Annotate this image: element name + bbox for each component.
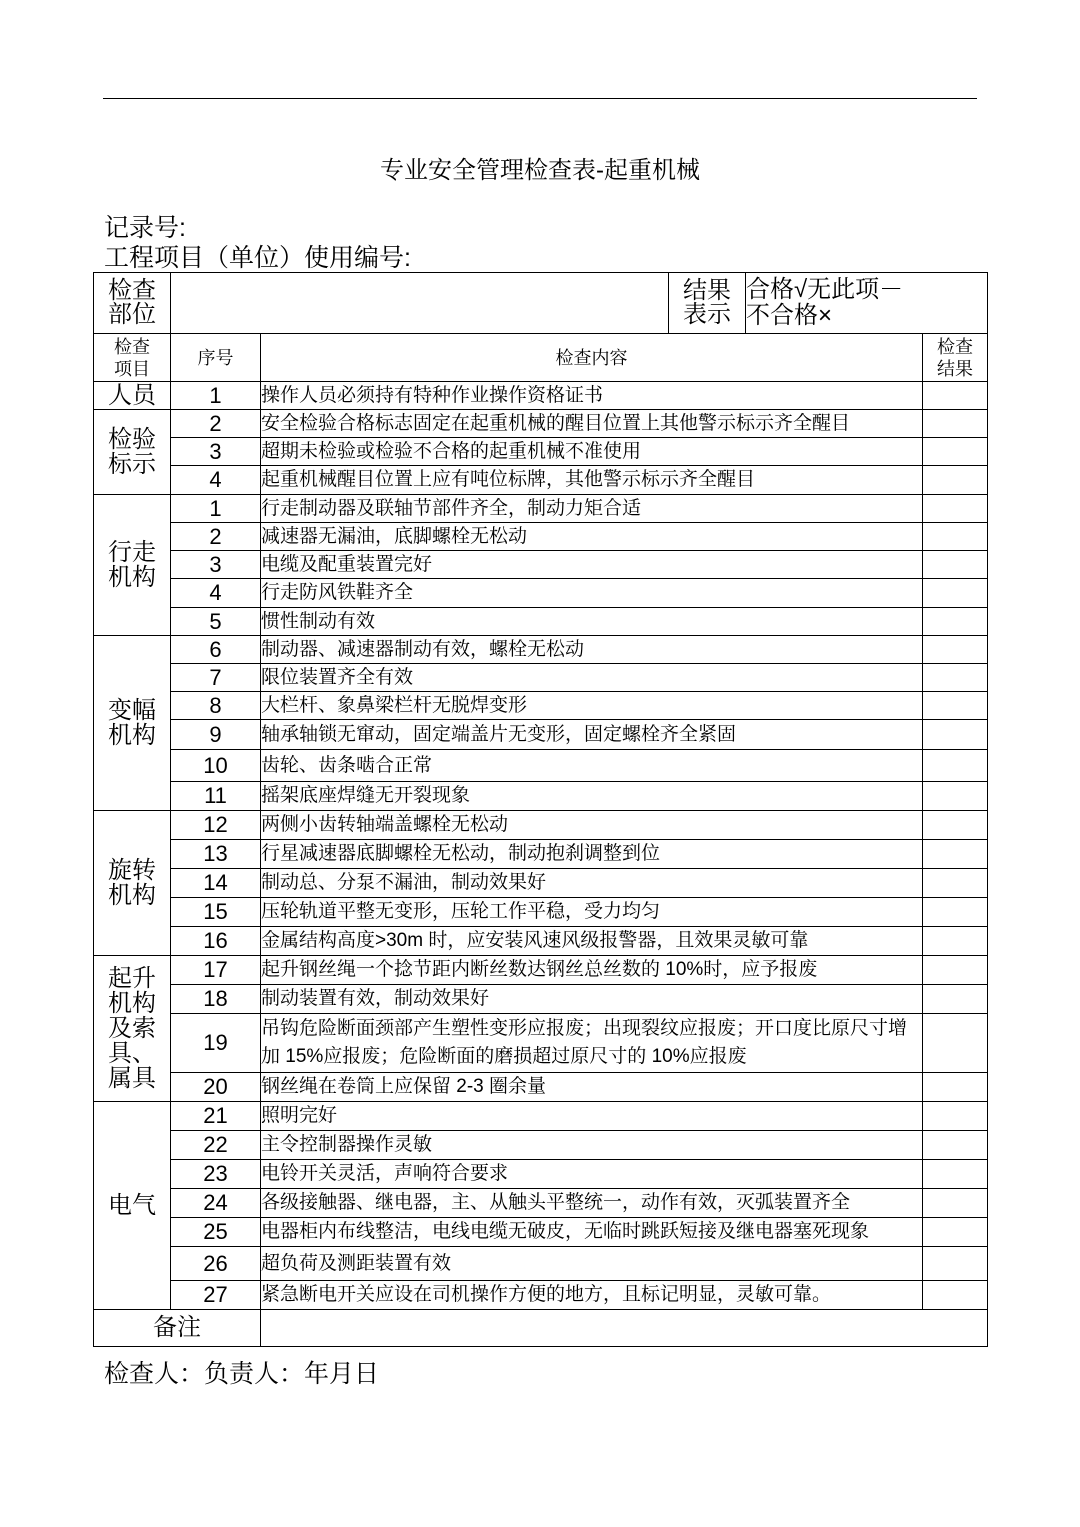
item-number: 3: [171, 438, 261, 466]
checklist-row: [94, 750, 988, 782]
group-cell: [94, 811, 171, 956]
item-result-cell: [923, 985, 988, 1014]
item-result-cell: [923, 869, 988, 898]
item-result-cell: [923, 523, 988, 551]
item-result-cell: [923, 495, 988, 523]
group-cell: [94, 956, 171, 1102]
item-number: 26: [171, 1247, 261, 1281]
checklist-row: [94, 692, 988, 720]
item-result-cell: [923, 927, 988, 956]
checklist-row: [94, 495, 988, 523]
checklist-row: [94, 579, 988, 608]
checklist-row: [94, 1247, 988, 1281]
signature-line: 检查人：负责人：年月日: [104, 1360, 380, 1388]
item-number: 7: [171, 664, 261, 692]
checklist-row: [94, 382, 988, 410]
item-result-cell: [923, 692, 988, 720]
item-number: 20: [171, 1073, 261, 1102]
item-content: 行星减速器底脚螺栓无松动，制动抱刹调整到位: [261, 840, 923, 869]
group-inspection-marks-label: 检验标示: [108, 426, 156, 478]
item-content: 超负荷及测距装置有效: [261, 1247, 923, 1281]
legend-line-1: 合格√无此项－: [746, 276, 904, 303]
item-content: 惯性制动有效: [261, 608, 923, 636]
checklist-row: [94, 664, 988, 692]
item-result-cell: [923, 811, 988, 840]
item-number: 23: [171, 1160, 261, 1189]
item-content: 安全检验合格标志固定在起重机械的醒目位置上其他警示标示齐全醒目: [261, 410, 923, 438]
item-result-cell: [923, 608, 988, 636]
item-content: 压轮轨道平整无变形，压轮工作平稳，受力均匀: [261, 898, 923, 927]
legend-value-cell: [746, 273, 988, 334]
checklist-row: [94, 551, 988, 579]
remarks-label: 备注: [94, 1310, 261, 1347]
checklist-row: [94, 1218, 988, 1247]
checklist-row: [94, 1102, 988, 1131]
legend-label: 结果表示: [683, 277, 731, 328]
item-number: 22: [171, 1131, 261, 1160]
item-number: 2: [171, 410, 261, 438]
item-content: 电缆及配重装置完好: [261, 551, 923, 579]
part-label-cell: [94, 273, 171, 334]
checklist-row: [94, 1160, 988, 1189]
item-number: 17: [171, 956, 261, 985]
item-result-cell: [923, 1247, 988, 1281]
item-content: 电器柜内布线整洁，电线电缆无破皮，无临时跳跃短接及继电器塞死现象: [261, 1218, 923, 1247]
item-result-cell: [923, 1014, 988, 1073]
checklist-row: [94, 1014, 988, 1073]
record-number-label: 记录号:: [104, 214, 186, 242]
group-cell: [94, 636, 171, 811]
item-content: 大栏杆、象鼻梁栏杆无脱焊变形: [261, 692, 923, 720]
item-number: 6: [171, 636, 261, 664]
item-content: 摇架底座焊缝无开裂现象: [261, 782, 923, 811]
item-result-cell: [923, 664, 988, 692]
checklist-row: [94, 869, 988, 898]
item-number: 10: [171, 750, 261, 782]
col-no-header: 序号: [171, 334, 261, 382]
item-number: 8: [171, 692, 261, 720]
part-label: 检查部位: [108, 277, 156, 328]
item-content: 起重机械醒目位置上应有吨位标牌，其他警示标示齐全醒目: [261, 466, 923, 495]
item-content: 两侧小齿转轴端盖螺栓无松动: [261, 811, 923, 840]
project-number-label: 工程项目（单位）使用编号:: [104, 244, 411, 272]
item-content: 各级接触器、继电器，主、从触头平整统一，动作有效，灭弧装置齐全: [261, 1189, 923, 1218]
checklist-row: [94, 438, 988, 466]
item-number: 4: [171, 466, 261, 495]
item-content: 制动总、分泵不漏油，制动效果好: [261, 869, 923, 898]
checklist-row: [94, 782, 988, 811]
item-result-cell: [923, 438, 988, 466]
item-result-cell: [923, 1189, 988, 1218]
item-result-cell: [923, 750, 988, 782]
checklist-row: [94, 840, 988, 869]
remarks-value-cell: [261, 1310, 988, 1347]
item-content: 超期未检验或检验不合格的起重机械不准使用: [261, 438, 923, 466]
item-content: 操作人员必须持有特种作业操作资格证书: [261, 382, 923, 410]
checklist-row: [94, 1131, 988, 1160]
checklist-row: [94, 1281, 988, 1310]
item-result-cell: [923, 1160, 988, 1189]
item-content: 电铃开关灵活，声响符合要求: [261, 1160, 923, 1189]
item-result-cell: [923, 720, 988, 750]
item-content: 限位装置齐全有效: [261, 664, 923, 692]
item-content: 制动装置有效，制动效果好: [261, 985, 923, 1014]
group-hoisting-mechanism-label: 起升机构及索具、属具: [108, 965, 156, 1092]
item-result-cell: [923, 382, 988, 410]
item-number: 3: [171, 551, 261, 579]
item-number: 9: [171, 720, 261, 750]
group-cell: [94, 495, 171, 636]
group-luffing-mechanism-label: 变幅机构: [108, 697, 156, 749]
item-content: 紧急断电开关应设在司机操作方便的地方，且标记明显，灵敏可靠。: [261, 1281, 923, 1310]
group-cell: [94, 382, 171, 410]
col-result-cell: [923, 334, 988, 382]
col-result-header: 检查结果: [937, 336, 973, 379]
top-rule: [103, 98, 977, 99]
item-result-cell: [923, 579, 988, 608]
item-result-cell: [923, 1131, 988, 1160]
header-row-columns: [94, 334, 988, 382]
item-content: 主令控制器操作灵敏: [261, 1131, 923, 1160]
checklist-row: [94, 927, 988, 956]
item-number: 15: [171, 898, 261, 927]
checklist-row: [94, 1073, 988, 1102]
group-electrical-label: 电气: [108, 1192, 156, 1219]
item-content: 行走防风铁鞋齐全: [261, 579, 923, 608]
item-number: 25: [171, 1218, 261, 1247]
item-number: 5: [171, 608, 261, 636]
legend-label-cell: [669, 273, 746, 334]
item-content: 起升钢丝绳一个捻节距内断丝数达钢丝总丝数的 10%时，应予报废: [261, 956, 923, 985]
item-number: 12: [171, 811, 261, 840]
item-number: 18: [171, 985, 261, 1014]
group-cell: [94, 410, 171, 495]
group-cell: [94, 1102, 171, 1310]
item-result-cell: [923, 840, 988, 869]
item-number: 19: [171, 1014, 261, 1073]
group-travel-mechanism-label: 行走机构: [108, 539, 156, 591]
item-result-cell: [923, 551, 988, 579]
checklist-row: [94, 720, 988, 750]
checklist-row: [94, 466, 988, 495]
group-slewing-mechanism-label: 旋转机构: [108, 857, 156, 909]
item-number: 27: [171, 1281, 261, 1310]
group-personnel-label: 人员: [108, 382, 156, 409]
item-result-cell: [923, 898, 988, 927]
item-result-cell: [923, 466, 988, 495]
item-result-cell: [923, 1102, 988, 1131]
item-number: 14: [171, 869, 261, 898]
page-title: 专业安全管理检查表-起重机械: [380, 157, 700, 184]
remarks-row: [94, 1310, 988, 1347]
item-content: 制动器、减速器制动有效，螺栓无松动: [261, 636, 923, 664]
col-item-cell: [94, 334, 171, 382]
item-content: 行走制动器及联轴节部件齐全，制动力矩合适: [261, 495, 923, 523]
checklist-row: [94, 636, 988, 664]
col-item-header: 检查项目: [113, 336, 150, 379]
part-value-cell: [171, 273, 669, 334]
checklist-row: [94, 410, 988, 438]
item-result-cell: [923, 1218, 988, 1247]
checklist-row: [94, 985, 988, 1014]
item-number: 2: [171, 523, 261, 551]
item-result-cell: [923, 1281, 988, 1310]
item-number: 13: [171, 840, 261, 869]
checklist-row: [94, 523, 988, 551]
checklist-row: [94, 811, 988, 840]
item-result-cell: [923, 782, 988, 811]
checklist-row: [94, 608, 988, 636]
item-number: 16: [171, 927, 261, 956]
item-content: 齿轮、齿条啮合正常: [261, 750, 923, 782]
legend-line-2: 不合格×: [746, 302, 833, 329]
checklist-row: [94, 898, 988, 927]
checklist-row: [94, 1189, 988, 1218]
item-number: 1: [171, 495, 261, 523]
item-result-cell: [923, 410, 988, 438]
header-row-part: [94, 273, 988, 334]
item-result-cell: [923, 1073, 988, 1102]
item-result-cell: [923, 956, 988, 985]
col-content-header: 检查内容: [261, 334, 923, 382]
item-content: 吊钩危险断面颈部产生塑性变形应报废；出现裂纹应报废；开口度比原尺寸增加 15%应报废；危险断面的磨损超过原尺寸的 10%应报废: [261, 1014, 923, 1073]
item-number: 1: [171, 382, 261, 410]
item-content: 金属结构高度>30m 时，应安装风速风级报警器，且效果灵敏可靠: [261, 927, 923, 956]
item-number: 11: [171, 782, 261, 811]
item-content: 减速器无漏油，底脚螺栓无松动: [261, 523, 923, 551]
item-content: 钢丝绳在卷筒上应保留 2-3 圈余量: [261, 1073, 923, 1102]
item-number: 21: [171, 1102, 261, 1131]
inspection-table: [93, 272, 988, 1347]
item-result-cell: [923, 636, 988, 664]
item-number: 4: [171, 579, 261, 608]
item-content: 轴承轴锁无窜动，固定端盖片无变形，固定螺栓齐全紧固: [261, 720, 923, 750]
checklist-row: [94, 956, 988, 985]
item-number: 24: [171, 1189, 261, 1218]
item-content: 照明完好: [261, 1102, 923, 1131]
